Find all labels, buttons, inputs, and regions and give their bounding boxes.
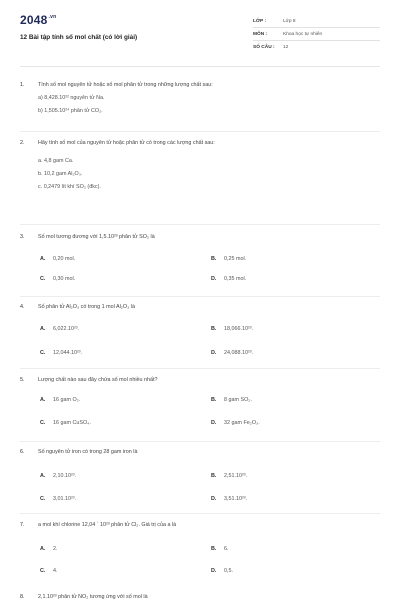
answer-option-d[interactable] [211,496,247,503]
option-text: 18,066.10²³. [224,326,254,332]
option-letter: A. [40,256,46,262]
question-text: Lượng chất nào sau đây chứa số mol nhiều nhất? [38,377,158,383]
option-letter: D. [211,276,217,282]
logo-text: 2048 [20,13,48,27]
answer-option-b[interactable] [211,397,252,404]
option-text: 2. [53,546,58,552]
option-letter: A. [40,326,46,332]
option-text: 2,10.10²³. [53,473,77,479]
option-letter: D. [211,350,217,356]
question-divider [20,513,380,514]
question-text: Hãy tính số mol của nguyên tử hoặc phân tử có trong các lượng chất sau: [38,140,215,146]
option-letter: D. [211,568,217,574]
question-subitem: a) 8,428.10²² nguyên tử Na. [38,95,105,101]
meta-value: Khoa học tự nhiên [283,31,323,37]
option-letter: D. [211,496,217,502]
option-text: 3,01.10²³. [53,496,77,502]
question-8 [20,594,380,600]
option-letter: A. [40,397,46,403]
option-text: 8 gam SO₂. [224,397,252,403]
meta-label: SỐ CÂU : [253,45,275,50]
question-6 [20,449,380,501]
meta-subject-row [253,28,380,41]
answer-option-b[interactable] [211,473,247,480]
option-letter: A. [40,473,46,479]
question-3 [20,234,380,286]
question-5 [20,377,380,429]
answer-option-d[interactable] [211,568,233,575]
question-7 [20,522,380,574]
question-number: 6. [20,449,25,455]
option-text: 32 gam Fe₂O₃. [224,420,260,426]
option-letter: B. [211,256,217,262]
option-letter: C. [40,276,46,282]
option-letter: C. [40,350,46,356]
option-text: 6,022.10²³. [53,326,80,332]
answer-option-d[interactable] [211,350,253,357]
answer-option-a[interactable] [40,326,79,333]
answer-option-c[interactable] [40,350,82,357]
answer-option-a[interactable] [40,256,75,263]
meta-value: 12 [283,45,289,50]
question-number: 7. [20,522,25,528]
meta-class-row [253,15,380,28]
answer-option-d[interactable] [211,276,246,283]
question-divider [20,224,380,225]
option-letter: C. [40,496,46,502]
option-text: 12,044.10²³. [53,350,83,356]
question-subitem: b. 10,2 gam Al₂O₃. [38,171,83,177]
option-letter: B. [211,326,217,332]
question-text: 2,1.10²³ phân tử NO₂ tương ứng với số mol là [38,594,148,600]
answer-option-a[interactable] [40,397,80,404]
question-2 [20,140,380,195]
meta-value: Lớp 8 [283,18,296,24]
question-divider [20,368,380,369]
option-letter: C. [40,568,46,574]
header-divider [20,66,380,67]
document-meta [253,15,380,54]
question-1 [20,82,380,122]
question-4 [20,304,380,356]
option-text: 0,30 mol. [53,276,76,282]
option-text: 4. [53,568,58,574]
question-divider [20,296,380,297]
option-text: 0,5. [224,568,233,574]
option-text: 24,088.10²³. [224,350,254,356]
meta-label: MÔN : [253,31,268,37]
question-number: 5. [20,377,25,383]
option-text: 16 gam CuSO₄. [53,420,91,426]
question-subitem: c. 0,2479 lít khí SO₂ (đkc). [38,184,101,190]
option-text: 0,35 mol. [224,276,247,282]
question-text: a mol khí chlorine 12,04 ´ 10²³ phân tử Cl₂. Giá trị của a là [38,522,177,528]
meta-count-row [253,41,380,54]
question-divider [20,441,380,442]
question-text: Số nguyên tử iron có trong 28 gam iron là [38,449,138,455]
question-subitem: a. 4,8 gam Ca. [38,158,74,164]
answer-option-b[interactable] [211,546,229,553]
answer-option-d[interactable] [211,420,260,427]
logo-suffix: .vn [48,14,57,20]
question-number: 2. [20,140,25,146]
answer-option-a[interactable] [40,546,58,553]
option-letter: B. [211,546,217,552]
question-number: 3. [20,234,25,240]
question-number: 4. [20,304,25,310]
document-title: 12 Bài tập tính số mol chất (có lời giải) [20,34,138,41]
option-text: 6. [224,546,229,552]
question-text: Tính số mol nguyên tử hoặc số mol phân tử trong những lượng chất sau: [38,82,213,88]
question-divider [20,131,380,132]
option-letter: B. [211,473,217,479]
site-logo[interactable] [20,13,56,27]
option-letter: B. [211,397,217,403]
option-letter: A. [40,546,46,552]
option-text: 2,51.10²³. [224,473,248,479]
answer-option-a[interactable] [40,473,76,480]
question-subitem: b) 1,505.10²⁴ phân tử CO₂. [38,108,103,114]
meta-label: LỚP : [253,18,267,24]
answer-option-b[interactable] [211,256,246,263]
option-text: 16 gam O₂. [53,397,81,403]
question-number: 1. [20,82,25,88]
answer-option-c[interactable] [40,276,75,283]
option-text: 3,51.10²³. [224,496,248,502]
question-text: Số mol tương đương với 1,5.10²³ phân tử SO₂ là [38,234,155,240]
question-text: Số phân tử Al₂O₃ có trong 1 mol Al₂O₃ là [38,304,135,310]
answer-option-c[interactable] [40,496,76,503]
answer-option-b[interactable] [211,326,253,333]
option-letter: D. [211,420,217,426]
option-text: 0,25 mol. [224,256,247,262]
option-text: 0,20 mol. [53,256,76,262]
answer-option-c[interactable] [40,420,91,427]
option-letter: C. [40,420,46,426]
question-number: 8. [20,594,25,600]
answer-option-c[interactable] [40,568,58,575]
